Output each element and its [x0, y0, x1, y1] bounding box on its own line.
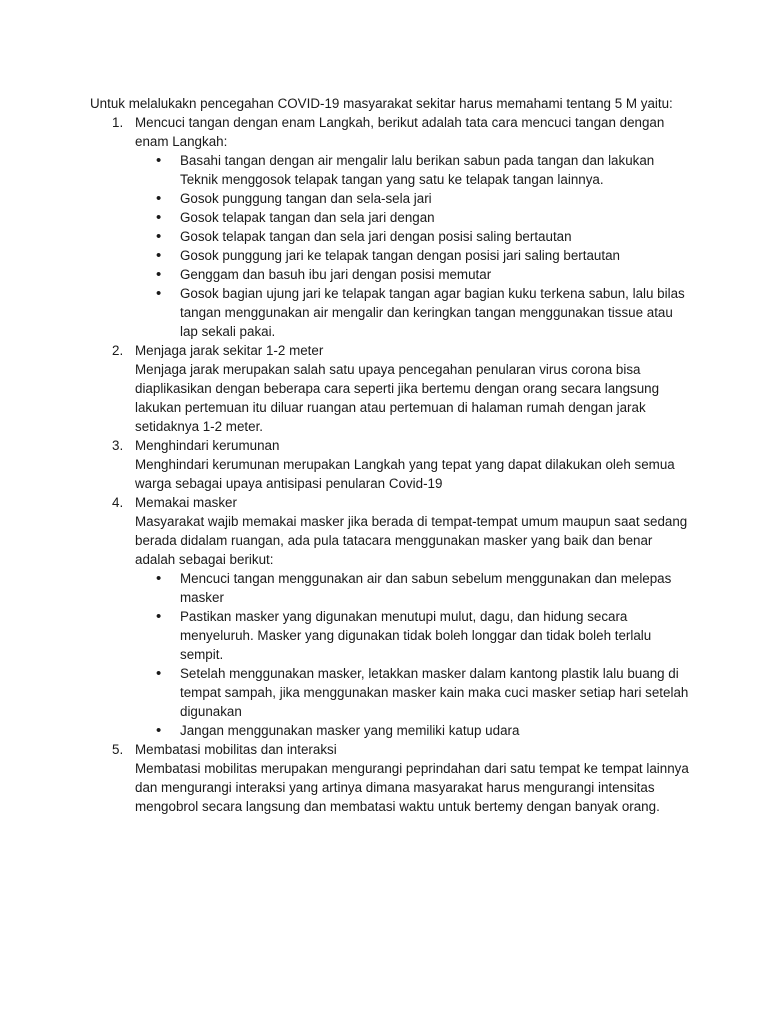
bullet-item: • Gosok telapak tangan dan sela jari dengan posisi saling bertautan [135, 227, 690, 246]
list-item [90, 341, 690, 436]
list-item-number: 2. [112, 343, 124, 358]
list-item-title: Menghindari kerumunan [135, 438, 280, 453]
bullet-item: • Basahi tangan dengan air mengalir lalu berikan sabun pada tangan dan lakukan Teknik menggosok telapak tangan yang satu ke telapak tangan lainnya. [135, 151, 690, 189]
document-content [90, 94, 690, 816]
list-item-number: 3. [112, 438, 124, 453]
list-item-number: 5. [112, 742, 124, 757]
list-item-body: Menghindari kerumunan merupakan Langkah yang tepat yang dapat dilakukan oleh semua warga sebagai upaya antisipasi penularan Covid-19 [135, 457, 675, 491]
list-item [90, 113, 690, 341]
list-item-title: Menjaga jarak sekitar 1-2 meter [135, 343, 324, 358]
list-item [90, 493, 690, 740]
list-item-title: Membatasi mobilitas dan interaksi [135, 742, 337, 757]
numbered-list [90, 113, 690, 816]
bullet-item: • Gosok punggung jari ke telapak tangan dengan posisi jari saling bertautan [135, 246, 690, 265]
bullet-list [135, 569, 690, 740]
list-item [90, 740, 690, 816]
list-item-title: Mencuci tangan dengan enam Langkah, berikut adalah tata cara mencuci tangan dengan enam Langkah: [135, 115, 665, 149]
list-item-number: 4. [112, 495, 124, 510]
bullet-item: • Genggam dan basuh ibu jari dengan posisi memutar [135, 265, 690, 284]
bullet-item: • Pastikan masker yang digunakan menutupi mulut, dagu, dan hidung secara menyeluruh. Masker yang digunakan tidak boleh longgar dan tidak boleh terlalu sempit. [135, 607, 690, 664]
intro-paragraph: Untuk melalukakn pencegahan COVID-19 masyarakat sekitar harus memahami tentang 5 M yaitu: [90, 96, 673, 111]
list-item-body: Menjaga jarak merupakan salah satu upaya pencegahan penularan virus corona bisa diaplikasikan dengan beberapa cara seperti jika bertemu dengan orang secara langsung lakukan pertemuan itu diluar ruangan atau pertemuan di halaman rumah dengan jarak setidaknya 1-2 meter. [135, 362, 660, 434]
bullet-item: • Gosok bagian ujung jari ke telapak tangan agar bagian kuku terkena sabun, lalu bilas tangan menggunakan air mengalir dan keringkan tangan menggunakan tissue atau lap sekali pakai. [135, 284, 690, 341]
list-item-number: 1. [112, 115, 124, 130]
bullet-item: • Mencuci tangan menggunakan air dan sabun sebelum menggunakan dan melepas masker [135, 569, 690, 607]
bullet-list [135, 151, 690, 341]
list-item-title: Memakai masker [135, 495, 237, 510]
bullet-item: • Gosok punggung tangan dan sela-sela jari [135, 189, 690, 208]
bullet-item: • Gosok telapak tangan dan sela jari dengan [135, 208, 690, 227]
bullet-item: • Setelah menggunakan masker, letakkan masker dalam kantong plastik lalu buang di tempat sampah, jika menggunakan masker kain maka cuci masker setiap hari setelah digunakan [135, 664, 690, 721]
list-item-body: Membatasi mobilitas merupakan mengurangi peprindahan dari satu tempat ke tempat lainnya dan mengurangi interaksi yang artinya dimana masyarakat harus mengurangi intensitas mengobrol secara langsung dan membatasi waktu untuk bertemy dengan banyak orang. [135, 761, 689, 814]
list-item-body: Masyarakat wajib memakai masker jika berada di tempat-tempat umum maupun saat sedang berada didalam ruangan, ada pula tatacara menggunakan masker yang baik dan benar adalah sebagai berikut: [135, 514, 688, 567]
bullet-item: • Jangan menggunakan masker yang memiliki katup udara [135, 721, 690, 740]
list-item [90, 436, 690, 493]
